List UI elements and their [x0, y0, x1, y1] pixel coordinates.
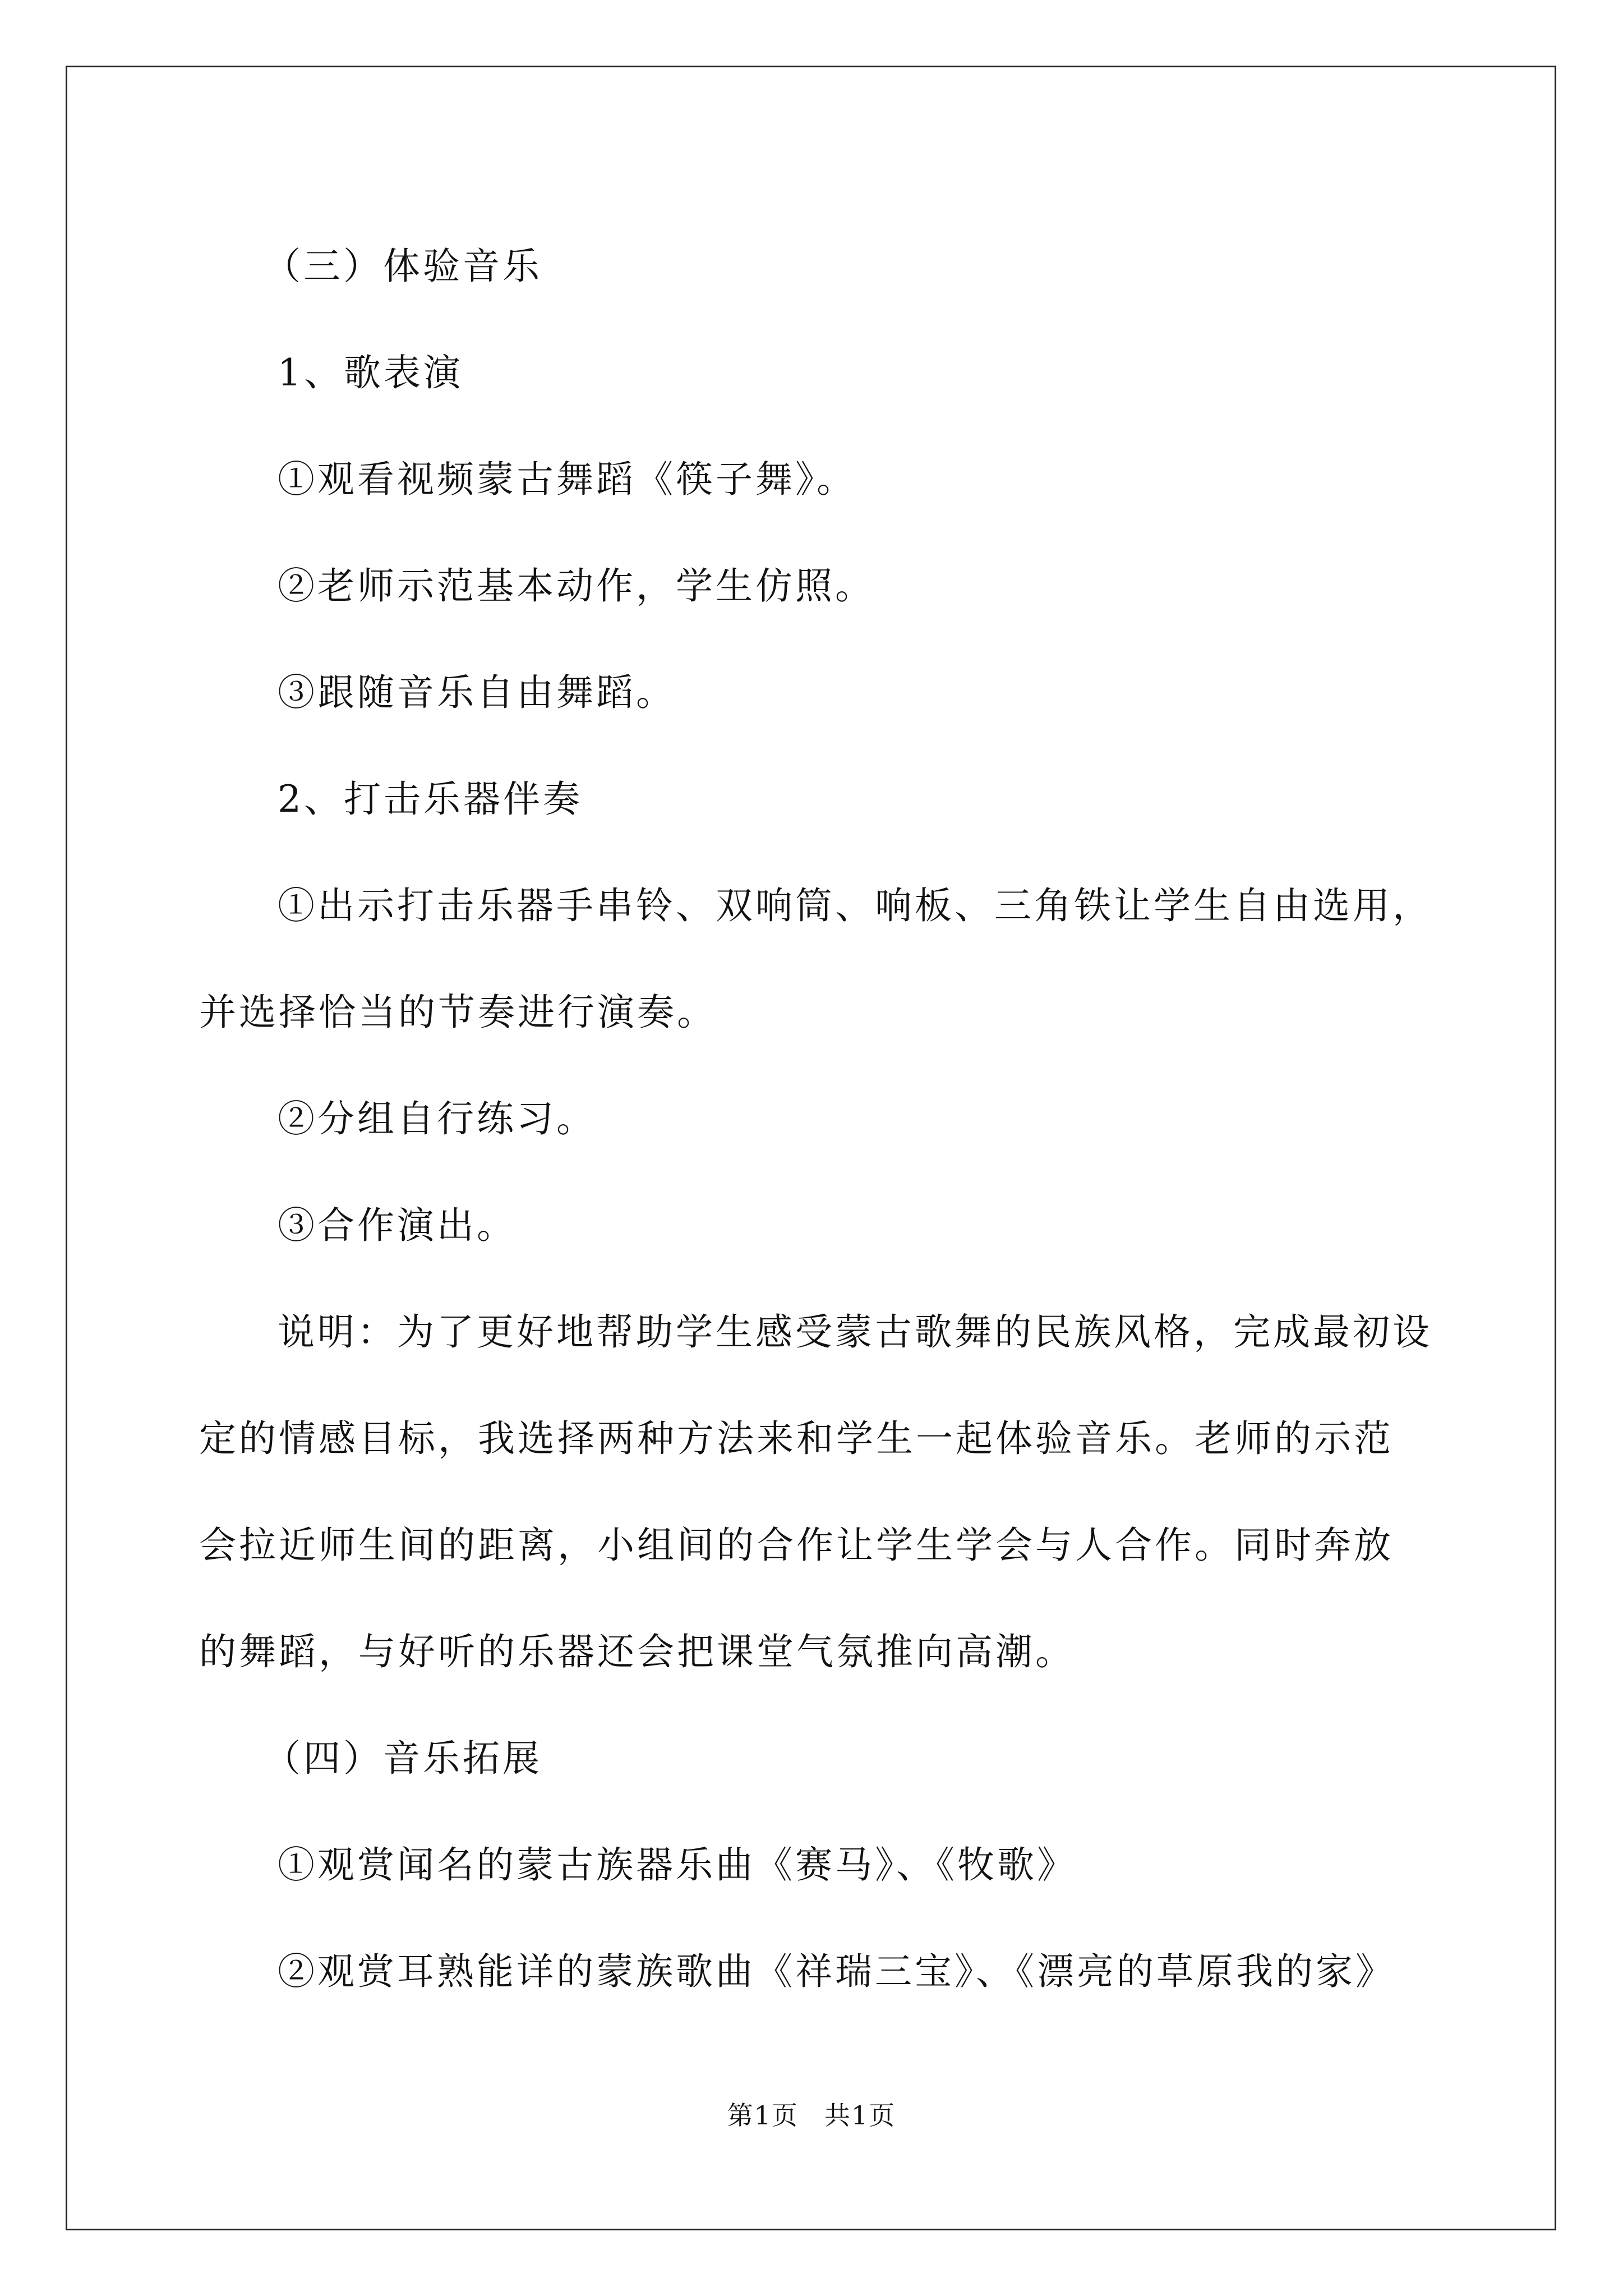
list-item-perform-together: ③合作演出。	[278, 1204, 517, 1247]
section-heading-experience-music: （三）体验音乐	[264, 245, 542, 288]
list-item-free-dance: ③跟随音乐自由舞蹈。	[278, 671, 676, 714]
page-number: 第1页	[727, 2100, 799, 2131]
subheading-song-performance: 1、歌表演	[278, 351, 463, 394]
document-body	[199, 213, 1433, 2025]
page-total: 共1页	[824, 2100, 896, 2131]
list-item-show-instruments: ①出示打击乐器手串铃、双响筒、响板、三角铁让学生自由选用，并选择恰当的节奏进行演奏。	[199, 884, 1432, 1034]
page-footer	[0, 2095, 1623, 2132]
list-item-teacher-demo: ②老师示范基本动作，学生仿照。	[278, 564, 875, 608]
list-item-group-practice: ②分组自行练习。	[278, 1097, 596, 1140]
explanation-paragraph: 说明：为了更好地帮助学生感受蒙古歌舞的民族风格，完成最初设定的情感目标，我选择两种方法来和学生一起体验音乐。老师的示范会拉近师生间的距离，小组间的合作让学生学会与人合作。同时奔放的舞蹈，与好听的乐器还会把课堂气氛推向高潮。	[199, 1310, 1432, 1673]
list-item-mongolian-songs: ②观赏耳熟能详的蒙族歌曲《祥瑞三宝》、《漂亮的草原我的家》	[278, 1950, 1395, 1993]
list-item-watch-video: ①观看视频蒙古舞蹈《筷子舞》。	[278, 458, 856, 501]
section-heading-music-extension: （四）音乐拓展	[264, 1737, 542, 1780]
subheading-percussion: 2、打击乐器伴奏	[278, 777, 583, 821]
list-item-instrumental-pieces: ①观赏闻名的蒙古族器乐曲《赛马》、《牧歌》	[278, 1843, 1077, 1887]
